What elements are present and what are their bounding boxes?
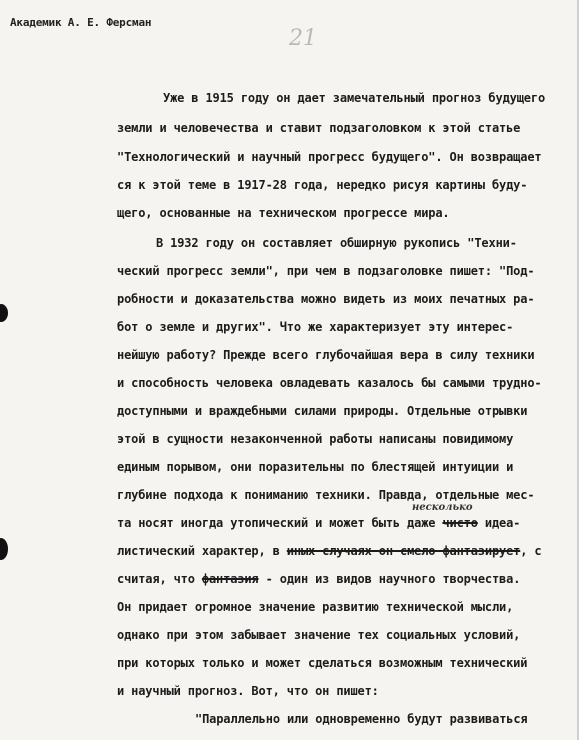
text-line: В 1932 году он составляет обширную рукопись "Техни- — [156, 236, 517, 250]
text-line: земли и человечества и ставит подзаголовком к этой статье — [117, 121, 521, 135]
text-line: глубине подхода к пониманию техники. Правда, отдельные мес- — [117, 488, 535, 502]
text-line: при которых только и может сделаться возможным технический — [117, 656, 528, 670]
text-line: этой в сущности незаконченной работы написаны повидимому — [117, 432, 514, 446]
text-segment: идеа- — [477, 516, 521, 530]
handwritten-insertion: несколько — [412, 502, 473, 513]
text-line: однако при этом забывает значение тех социальных условий, — [117, 628, 521, 642]
struck-text: чисто — [442, 516, 478, 530]
struck-text: фантазия — [201, 572, 259, 586]
text-segment: листический характер, в — [117, 544, 287, 558]
punch-hole — [0, 304, 8, 322]
text-segment: та носят иногда утопический и может быть даже — [117, 516, 443, 530]
text-line — [117, 516, 520, 530]
text-line: единым порывом, они поразительны по блестящей интуиции и — [117, 460, 514, 474]
text-line: ческий прогресс земли", при чем в подзаголовке пишет: "Под- — [117, 264, 535, 278]
text-line: бот о земле и других". Что же характеризует эту интерес- — [117, 320, 514, 334]
text-segment: - один из видов научного творчества. — [258, 572, 521, 586]
text-line: щего, основанные на техническом прогрессе мира. — [117, 206, 450, 220]
text-line: робности и доказательства можно видеть из моих печатных ра- — [117, 292, 535, 306]
text-line: доступными и враждебными силами природы. Отдельные отрывки — [117, 404, 528, 418]
author-header: Академик А. Е. Ферсман — [10, 16, 152, 29]
text-line: Уже в 1915 году он дает замечательный прогноз будущего — [163, 91, 546, 105]
text-line: "Параллельно или одновременно будут развиваться — [195, 712, 528, 726]
text-line: нейшую работу? Прежде всего глубочайшая вера в силу техники — [117, 348, 535, 362]
text-line — [117, 572, 520, 586]
text-line: "Технологический и научный прогресс будущего". Он возвращает — [117, 150, 542, 164]
text-line: и способность человека овладевать казалось бы самыми трудно- — [117, 376, 542, 390]
page-number: 21 — [289, 26, 317, 51]
text-segment: считая, что — [117, 572, 202, 586]
text-line: и научный прогноз. Вот, что он пишет: — [117, 684, 379, 698]
text-segment: , с — [520, 544, 542, 558]
text-line: ся к этой теме в 1917-28 года, нередко рисуя картины буду- — [117, 178, 528, 192]
punch-hole — [0, 538, 8, 560]
text-line: Он придает огромное значение развитию технической мысли, — [117, 600, 514, 614]
text-line — [117, 544, 542, 558]
struck-text: иных случаях он смело фантазирует — [286, 544, 521, 558]
